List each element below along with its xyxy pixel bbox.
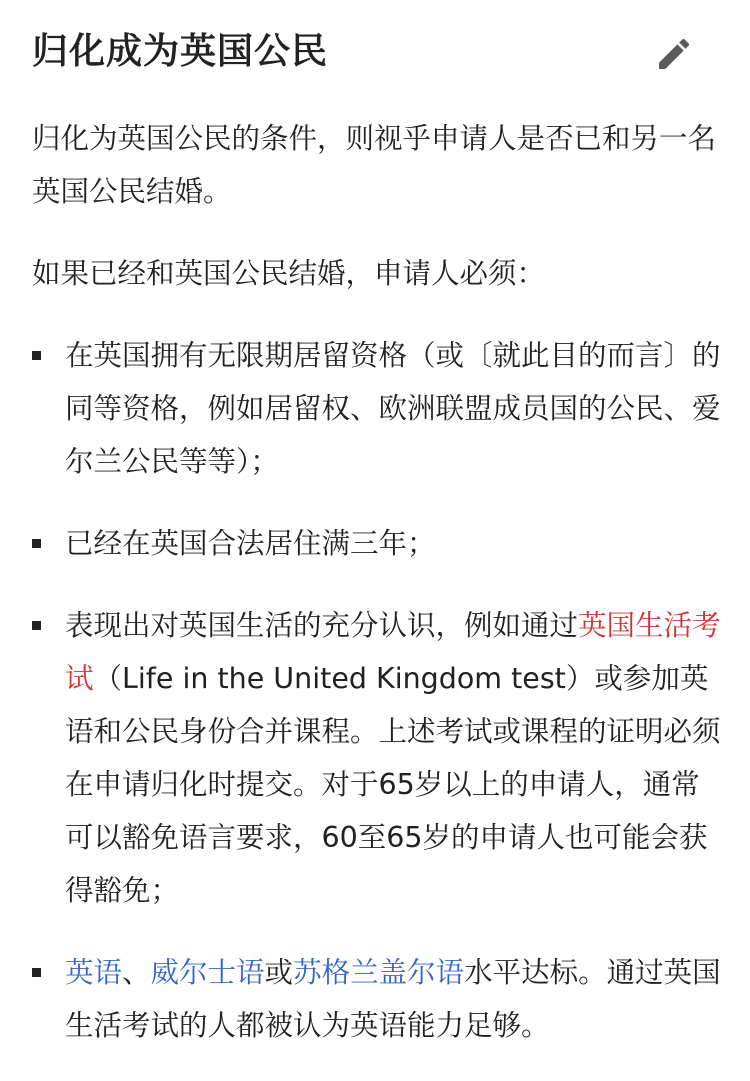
bullet-icon bbox=[32, 968, 41, 977]
list-item-text: 水平达标。通过英国生活考试的人都被认为英语能力足够。 bbox=[65, 956, 721, 1042]
article-body bbox=[32, 112, 722, 1081]
english-link[interactable]: 英语 bbox=[65, 956, 123, 989]
section-header bbox=[32, 26, 718, 82]
section-title: 归化成为英国公民 bbox=[32, 31, 329, 72]
separator-text: 或 bbox=[264, 956, 294, 989]
intro-paragraph: 归化为英国公民的条件，则视乎申请人是否已和另一名英国公民结婚。 bbox=[32, 122, 717, 208]
list-item-text: 已经在英国合法居住满三年； bbox=[65, 527, 436, 560]
life-in-uk-test-link[interactable]: 英国生活考试 bbox=[65, 609, 721, 695]
list-item-text: 表现出对英国生活的充分认识，例如通过 bbox=[65, 609, 579, 642]
list-item-text: 在英国拥有无限期居留资格（或〔就此目的而言〕的同等资格，例如居留权、欧洲联盟成员国的公民、爱尔兰公民等等）； bbox=[65, 339, 721, 478]
welsh-link[interactable]: 威尔士语 bbox=[150, 956, 265, 989]
list-item-text: （Life in the United Kingdom test）或参加英语和公民身份合并课程。上述考试或课程的证明必须在申请归化时提交。对于65岁以上的申请人，通常可以豁免语言要求，60至65岁的申请人也可能会获得豁免； bbox=[65, 662, 721, 907]
requirements-list bbox=[32, 329, 722, 1052]
scottish-gaelic-link[interactable]: 苏格兰盖尔语 bbox=[293, 956, 465, 989]
separator-text: 、 bbox=[122, 956, 151, 989]
list-item bbox=[32, 946, 722, 1052]
bullet-icon bbox=[32, 539, 41, 548]
married-paragraph: 如果已经和英国公民结婚，申请人必须： bbox=[32, 257, 546, 290]
list-item bbox=[32, 599, 722, 917]
bullet-icon bbox=[32, 351, 41, 360]
bullet-icon bbox=[32, 621, 41, 630]
list-item bbox=[32, 329, 722, 488]
edit-button[interactable] bbox=[650, 30, 698, 78]
list-item bbox=[32, 517, 722, 570]
pencil-icon bbox=[654, 34, 694, 74]
